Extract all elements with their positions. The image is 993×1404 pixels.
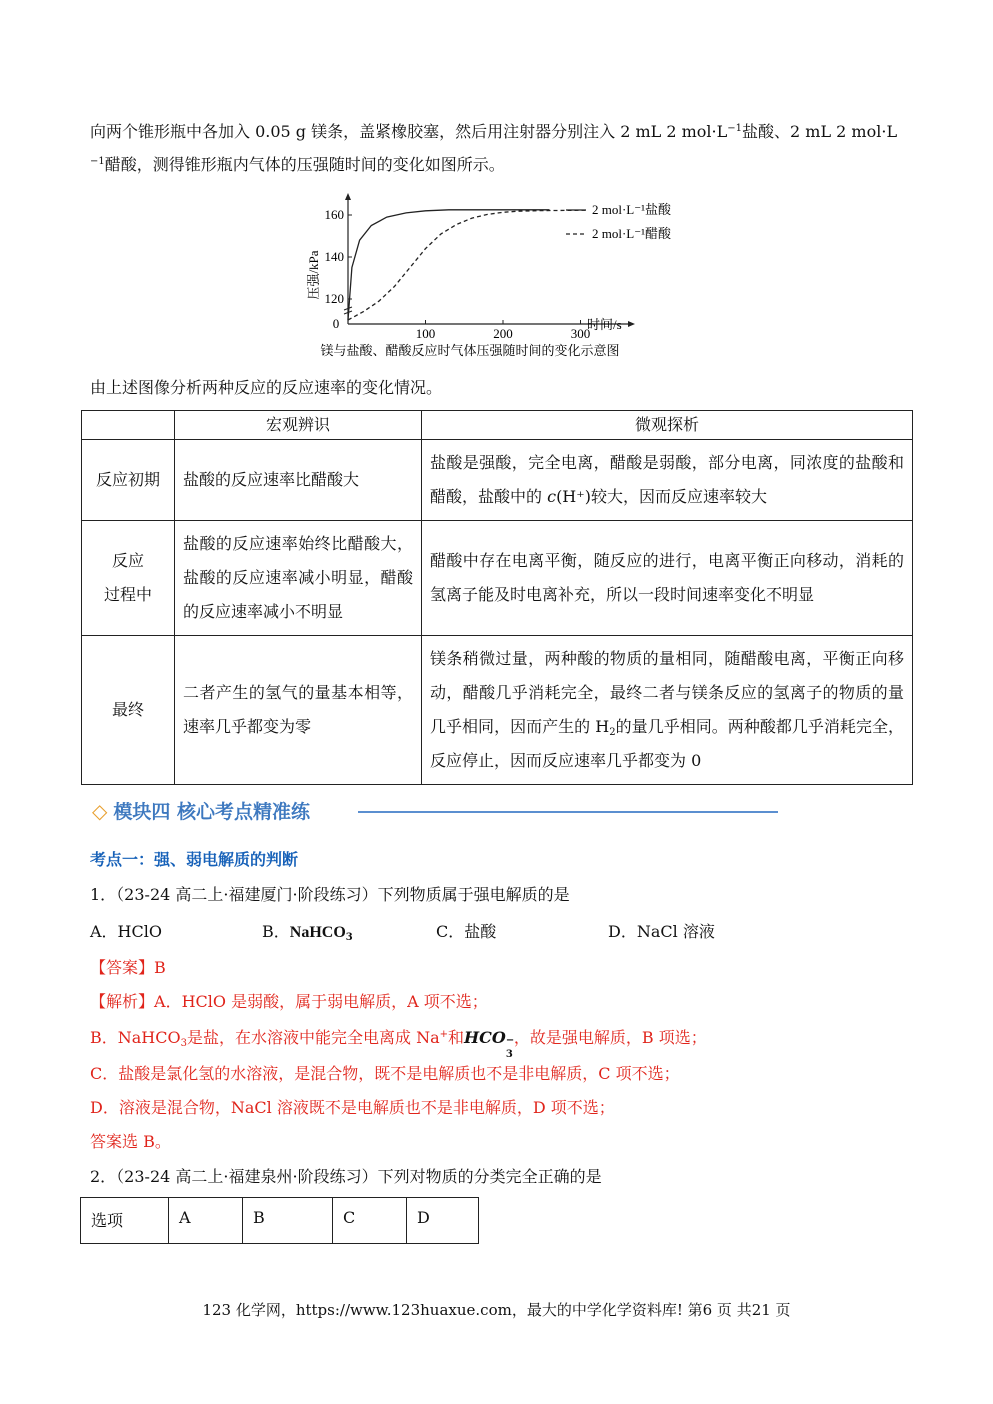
y-tick-label: 140 xyxy=(324,249,344,264)
macro-cell: 二者产生的氢气的量基本相等，速率几乎都变为零 xyxy=(175,636,422,785)
stage-text: 过程中 xyxy=(103,585,152,604)
option-b-sub: 3 xyxy=(345,932,353,943)
q2-options-table xyxy=(80,1197,479,1244)
chart-ylabel: 压强/kPa xyxy=(306,250,321,300)
micro-text: 盐酸是强酸，完全电离，醋酸是弱酸，部分电离，同浓度的盐酸和醋酸，盐酸中的 xyxy=(430,453,904,506)
intro-text-b: 盐酸、2 mL 2 mol·L xyxy=(742,122,898,141)
stage-cell xyxy=(82,521,175,636)
chart-legend xyxy=(566,202,672,241)
stage-text: 反应 xyxy=(111,551,144,570)
page-footer: 123 化学网，https://www.123huaxue.com，最大的中学化学资料库! 第6 页 共21 页 xyxy=(202,1301,791,1319)
table-row xyxy=(82,521,913,636)
micro-text: 的量几乎相同。两种酸都几乎消耗完全，反应停止，因而反应速率几乎都变为 0 xyxy=(430,717,904,770)
pressure-time-chart xyxy=(290,190,710,365)
intro-sup-1: −1 xyxy=(727,123,743,134)
legend-label: 2 mol·L⁻¹醋酸 xyxy=(592,226,672,241)
table-header-row xyxy=(82,411,913,440)
analysis-line-a xyxy=(90,991,488,1013)
intro-text-c: 醋酸，测得锥形瓶内气体的压强随时间的变化如图所示。 xyxy=(104,155,505,174)
hcl-curve xyxy=(348,210,550,320)
analysis-text: A．HClO 是弱酸，属于弱电解质，A 项不选； xyxy=(154,992,488,1011)
analysis-line-d: D．溶液是混合物，NaCl 溶液既不是电解质也不是非电解质，D 项不选； xyxy=(90,1098,615,1117)
analysis-line-c: C．盐酸是氯化氢的水溶液，是混合物，既不是电解质也不是非电解质，C 项不选； xyxy=(90,1064,680,1083)
x-axis-arrow xyxy=(628,321,635,327)
module-heading xyxy=(92,797,310,824)
answer-line xyxy=(90,957,166,979)
table-row xyxy=(81,1198,479,1244)
analysis-text: ，故是强电解质，B 项选； xyxy=(513,1028,707,1047)
intro-line-2 xyxy=(90,154,505,176)
y-tick-label: 160 xyxy=(324,207,344,222)
answer-value: B xyxy=(154,958,166,977)
micro-cell xyxy=(422,440,913,521)
chart-ticks xyxy=(325,207,591,341)
micro-cell: 醋酸中存在电离平衡，随反应的进行，电离平衡正向移动，消耗的氢离子能及时电离补充，所以一段时间速率变化不明显 xyxy=(422,521,913,636)
analysis-line-b: B．NaHCO$_3$是盐，在水溶液中能完全电离成 Na+和HCO − 3 ，故是强电解质，B 项选； xyxy=(90,1028,707,1060)
option-b-prefix: B． xyxy=(262,922,290,941)
q2-stem: 2．（23-24 高二上·福建泉州·阶段练习）下列对物质的分类完全正确的是 xyxy=(90,1167,602,1186)
x-tick-label: 300 xyxy=(570,326,591,341)
q1-stem: 1．（23-24 高二上·福建厦门·阶段练习）下列物质属于强电解质的是 xyxy=(90,885,570,904)
answer-label: 【答案】 xyxy=(90,958,155,977)
analysis-end: 答案选 B。 xyxy=(90,1132,171,1151)
x-tick-label: 100 xyxy=(415,326,436,341)
intro-sup-2: −1 xyxy=(90,156,105,167)
micro-text: 镁条稍微过量，两种酸的物质的量相同，随醋酸电离，平衡正向移动，醋酸几乎消耗完全，最终二者与镁条反应的氢离子的物质的量几乎相同，因而产生的 H xyxy=(430,649,904,736)
q2-header-cell: 选项 xyxy=(81,1198,169,1244)
option-b-formula: NaHCO xyxy=(289,924,346,941)
q2-header-cell: B xyxy=(243,1198,333,1244)
q1-option-a: A．HClO xyxy=(90,922,162,941)
macro-cell: 盐酸的反应速率始终比醋酸大，盐酸的反应速率减小明显，醋酸的反应速率减小不明显 xyxy=(175,521,422,636)
after-chart-text: 由上述图像分析两种反应的反应速率的变化情况。 xyxy=(90,378,443,397)
analysis-sub: 3 xyxy=(180,1038,187,1049)
q1-option-b xyxy=(262,921,353,944)
table-header-cell xyxy=(82,411,175,440)
micro-cell xyxy=(422,636,913,785)
legend-label: 2 mol·L⁻¹盐酸 xyxy=(592,202,672,217)
q1-option-c: C．盐酸 xyxy=(436,922,497,941)
chart-xlabel: 时间/s xyxy=(587,317,622,332)
x-tick-label: 200 xyxy=(493,326,513,341)
q2-header-cell: A xyxy=(169,1198,243,1244)
analysis-text: 是盐，在水溶液中能完全电离成 Na xyxy=(187,1028,440,1047)
table-header-cell: 微观探析 xyxy=(422,411,913,440)
y-tick-label: 120 xyxy=(324,291,344,306)
kaodian-title: 考点一：强、弱电解质的判断 xyxy=(90,850,299,869)
acetic-curve xyxy=(348,210,588,320)
diamond-icon: ◇ xyxy=(92,798,108,823)
table-header-cell: 宏观辨识 xyxy=(175,411,422,440)
analysis-text: 和 xyxy=(448,1028,465,1047)
micro-text: (H⁺)较大，因而反应速率较大 xyxy=(556,487,767,506)
table-row xyxy=(82,636,913,785)
micro-sub: 2 xyxy=(609,727,616,738)
stage-cell: 最终 xyxy=(82,636,175,785)
y-axis-arrow xyxy=(345,193,351,200)
q1-option-d: D．NaCl 溶液 xyxy=(608,922,715,941)
intro-text-a: 向两个锥形瓶中各加入 0.05 g 镁条，盖紧橡胶塞，然后用注射器分别注入 2 mL 2 mol·L xyxy=(90,122,728,141)
analysis-sup: + xyxy=(439,1029,449,1040)
analysis-label: 【解析】 xyxy=(90,992,155,1011)
table-row xyxy=(82,440,913,521)
chart-lines xyxy=(348,210,588,320)
x-tick-label: 0 xyxy=(332,316,340,331)
module-divider xyxy=(358,811,778,813)
q2-header-cell: C xyxy=(333,1198,407,1244)
module-title: 模块四 核心考点精准练 xyxy=(113,801,311,823)
macro-cell: 盐酸的反应速率比醋酸大 xyxy=(175,440,422,521)
micro-italic: c xyxy=(547,487,557,506)
bicarbonate-ion: HCO xyxy=(464,1028,506,1047)
chart-caption: 镁与盐酸、醋酸反应时气体压强随时间的变化示意图 xyxy=(320,343,620,358)
analysis-text: B．NaHCO xyxy=(90,1028,181,1047)
intro-line-1 xyxy=(90,121,897,143)
comparison-table xyxy=(81,410,913,785)
stage-cell: 反应初期 xyxy=(82,440,175,521)
q2-header-cell: D xyxy=(407,1198,479,1244)
